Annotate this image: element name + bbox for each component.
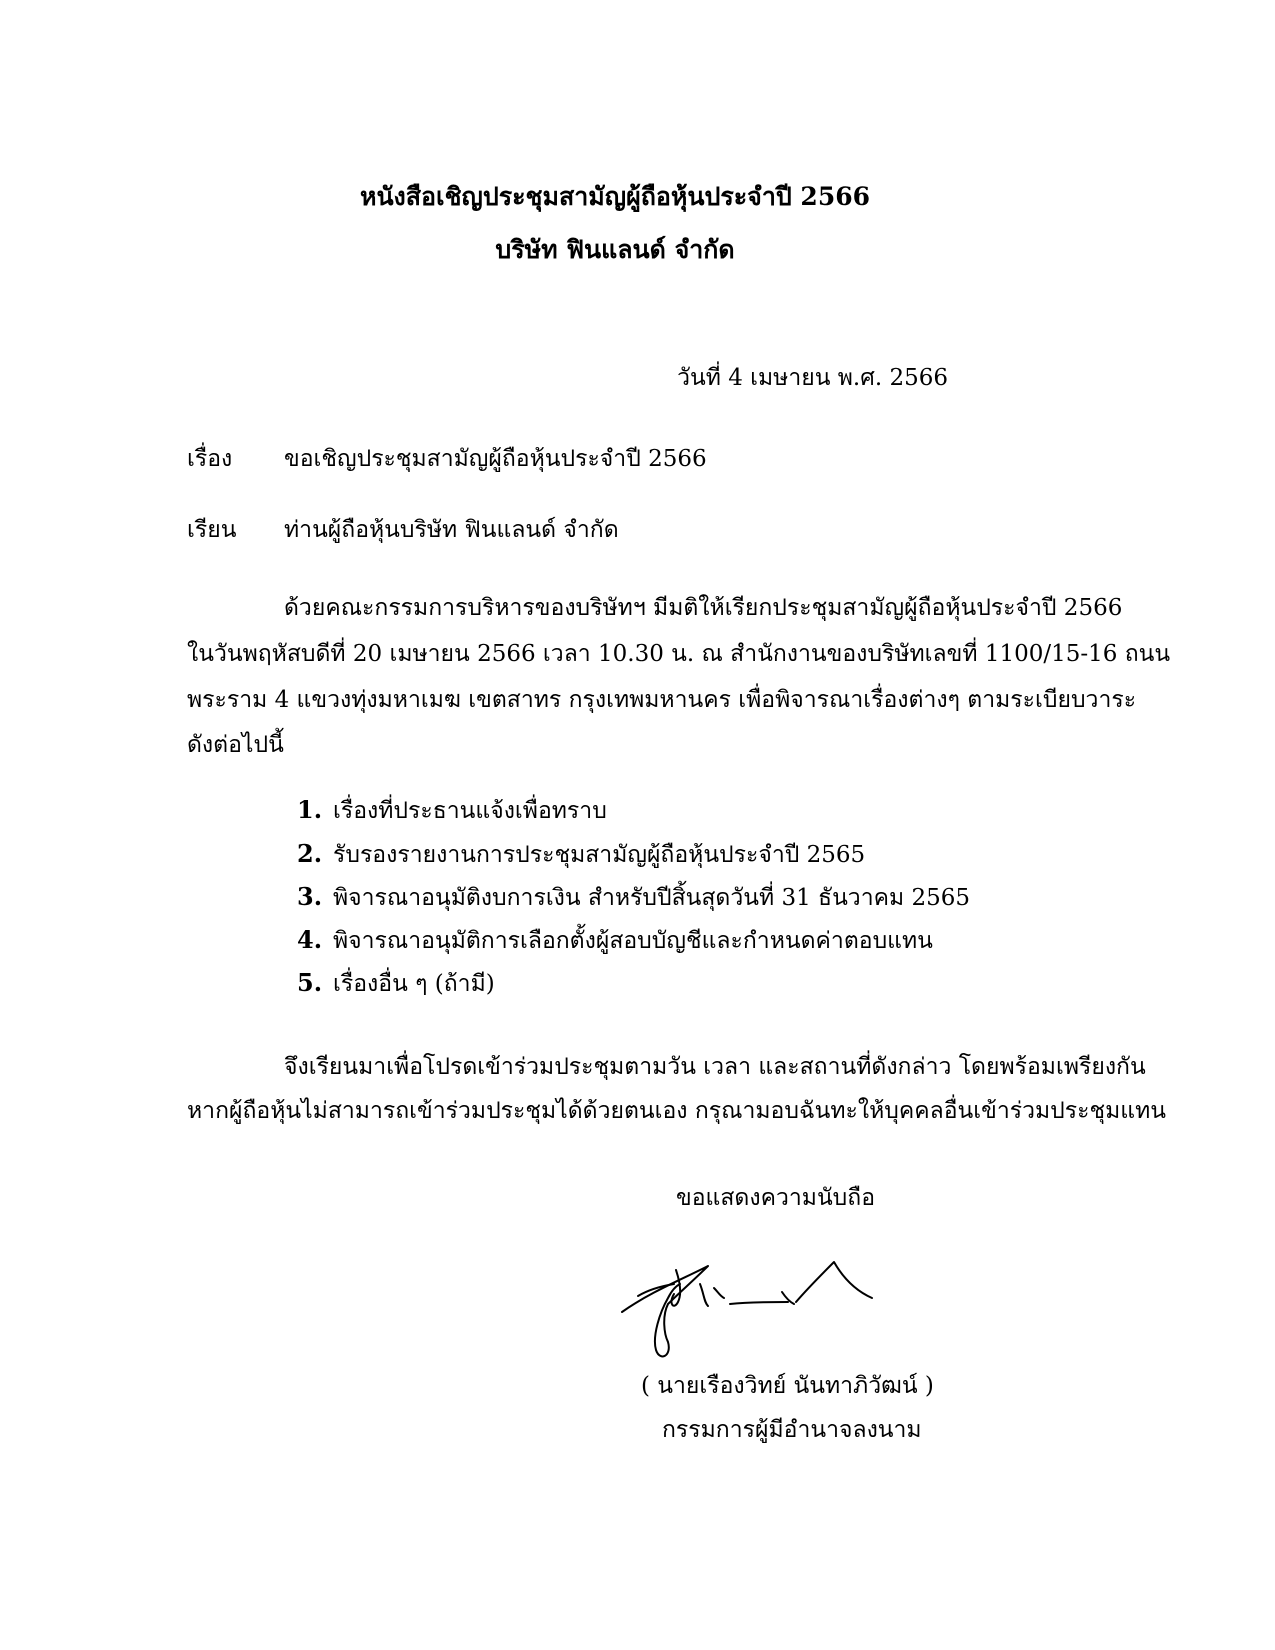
company-name: บริษัท ฟินแลนด์ จำกัด xyxy=(495,235,735,264)
agenda-item xyxy=(297,923,933,957)
agenda-text: เรื่องอื่น ๆ (ถ้ามี) xyxy=(333,971,495,997)
signer-name: ( นายเรืองวิทย์ นันทาภิวัฒน์ ) xyxy=(641,1373,934,1399)
paragraph1-line: ดังต่อไปนี้ xyxy=(187,732,284,758)
agenda-item xyxy=(297,837,865,871)
closing-text: ขอแสดงความนับถือ xyxy=(676,1185,876,1211)
agenda-text: พิจารณาอนุมัติการเลือกตั้งผู้สอบบัญชีและกำหนดค่าตอบแทน xyxy=(333,928,933,954)
letter-date: วันที่ 4 เมษายน พ.ศ. 2566 xyxy=(677,365,948,391)
agenda-number: 4. xyxy=(297,925,323,954)
agenda-text: รับรองรายงานการประชุมสามัญผู้ถือหุ้นประจำปี 2565 xyxy=(333,842,866,868)
agenda-text: พิจารณาอนุมัติงบการเงิน สำหรับปีสิ้นสุดวันที่ 31 ธันวาคม 2565 xyxy=(333,885,971,911)
agenda-number: 2. xyxy=(297,839,323,868)
agenda-item xyxy=(297,880,970,914)
agenda-number: 1. xyxy=(297,795,323,824)
recipient-label: เรียน xyxy=(187,517,237,543)
recipient-value: ท่านผู้ถือหุ้นบริษัท ฟินแลนด์ จำกัด xyxy=(284,517,619,543)
agenda-number: 5. xyxy=(297,968,323,997)
agenda-item xyxy=(297,966,495,1000)
subject-label: เรื่อง xyxy=(187,446,233,472)
agenda-number: 3. xyxy=(297,882,323,911)
handwritten-signature xyxy=(610,1240,890,1370)
signer-title: กรรมการผู้มีอำนาจลงนาม xyxy=(662,1417,922,1443)
letter-title: หนังสือเชิญประชุมสามัญผู้ถือหุ้นประจำปี 2566 xyxy=(359,182,871,211)
subject-value: ขอเชิญประชุมสามัญผู้ถือหุ้นประจำปี 2566 xyxy=(284,446,707,472)
paragraph1-line: ในวันพฤหัสบดีที่ 20 เมษายน 2566 เวลา 10.30 น. ณ สำนักงานของบริษัทเลขที่ 1100/15-16 ถนน xyxy=(187,641,1171,667)
paragraph2-line: หากผู้ถือหุ้นไม่สามารถเข้าร่วมประชุมได้ด้วยตนเอง กรุณามอบฉันทะให้บุคคลอื่นเข้าร่วมประชุมแทน xyxy=(187,1098,1166,1124)
paragraph1-line: ด้วยคณะกรรมการบริหารของบริษัทฯ มีมติให้เรียกประชุมสามัญผู้ถือหุ้นประจำปี 2566 xyxy=(284,595,1123,621)
agenda-text: เรื่องที่ประธานแจ้งเพื่อทราบ xyxy=(333,798,607,824)
paragraph1-line: พระราม 4 แขวงทุ่งมหาเมฆ เขตสาทร กรุงเทพมหานคร เพื่อพิจารณาเรื่องต่างๆ ตามระเบียบวาระ xyxy=(187,687,1137,713)
paragraph2-line: จึงเรียนมาเพื่อโปรดเข้าร่วมประชุมตามวัน เวลา และสถานที่ดังกล่าว โดยพร้อมเพรียงกัน xyxy=(284,1054,1146,1080)
agenda-item xyxy=(297,793,607,827)
